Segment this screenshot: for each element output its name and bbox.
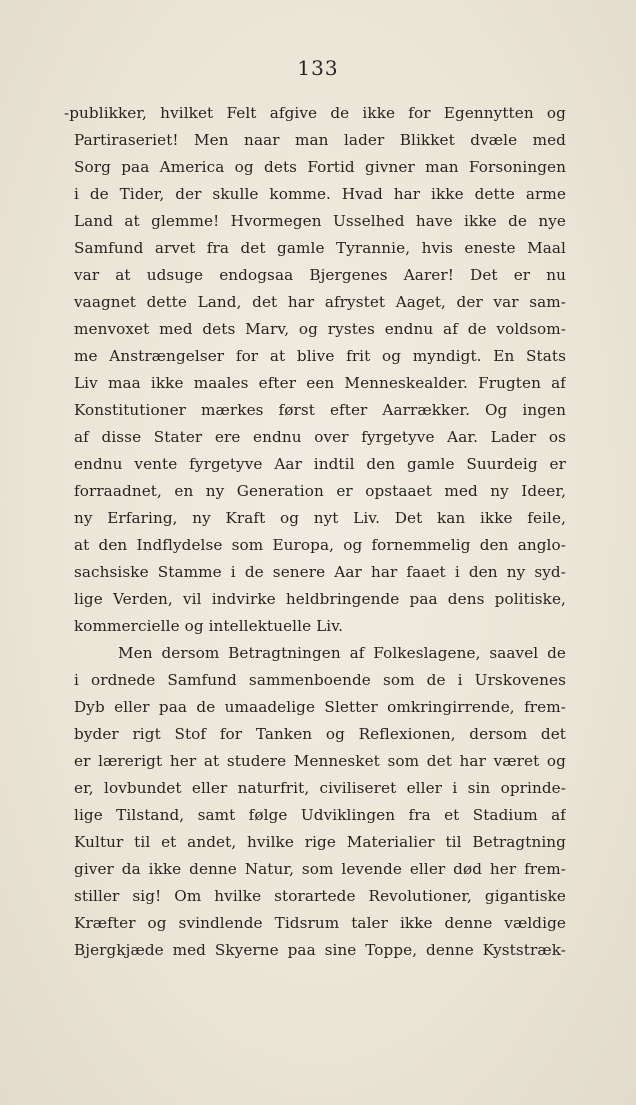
text-line: ny Erfaring, ny Kraft og nyt Liv. Det kan ikke feile, <box>74 509 566 527</box>
text-line: Partiraseriet! Men naar man lader Blikket dvæle med <box>74 131 566 149</box>
text-line: byder rigt Stof for Tanken og Reflexionen, dersom det <box>74 725 566 743</box>
text-line: Konstitutioner mærkes først efter Aarrækker. Og ingen <box>74 401 566 419</box>
text-line: Bjergkjæde med Skyerne paa sine Toppe, denne Kyststræk- <box>74 941 566 959</box>
text-line: Kræfter og svindlende Tidsrum taler ikke denne vældige <box>74 914 566 932</box>
text-line: Dyb eller paa de umaadelige Sletter omkringirrende, frem- <box>74 698 566 716</box>
text-line: var at udsuge endogsaa Bjergenes Aarer! Det er nu <box>74 266 566 284</box>
text-line: lige Tilstand, samt følge Udviklingen fra et Stadium af <box>74 806 566 824</box>
text-line: af disse Stater ere endnu over fyrgetyve Aar. Lader os <box>74 428 566 446</box>
text-line: Kultur til et andet, hvilke rige Materialier til Betragtning <box>74 833 566 851</box>
page-number: 133 <box>297 56 339 80</box>
text-line: endnu vente fyrgetyve Aar indtil den gamle Suurdeig er <box>74 455 566 473</box>
text-line: Sorg paa America og dets Fortid givner man Forsoningen <box>74 158 566 176</box>
text-line: forraadnet, en ny Generation er opstaaet med ny Ideer, <box>74 482 566 500</box>
text-line: er lærerigt her at studere Mennesket som det har været og <box>74 752 566 770</box>
text-line: Land at glemme! Hvormegen Usselhed have ikke de nye <box>74 212 566 230</box>
text-line: i de Tider, der skulle komme. Hvad har ikke dette arme <box>74 185 566 203</box>
text-line: vaagnet dette Land, det har afrystet Aaget, der var sam- <box>74 293 566 311</box>
text-line: giver da ikke denne Natur, som levende eller død her frem- <box>74 860 566 878</box>
text-line: Men dersom Betragtningen af Folkeslagene, saavel de <box>118 644 566 662</box>
text-line: Samfund arvet fra det gamle Tyrannie, hvis eneste Maal <box>74 239 566 257</box>
text-line: menvoxet med dets Marv, og rystes endnu af de voldsom- <box>74 320 566 338</box>
text-line: lige Verden, vil indvirke heldbringende paa dens politiske, <box>74 590 566 608</box>
text-line: i ordnede Samfund sammenboende som de i Urskovenes <box>74 671 566 689</box>
text-line: stiller sig! Om hvilke storartede Revolutioner, gigantiske <box>74 887 566 905</box>
body-text <box>64 100 566 964</box>
text-line: me Anstrængelser for at blive frit og myndigt. En Stats <box>74 347 566 365</box>
text-line: kommercielle og intellektuelle Liv. <box>74 617 344 635</box>
text-line: -publikker, hvilket Felt afgive de ikke for Egennytten og <box>64 104 566 122</box>
text-line: sachsiske Stamme i de senere Aar har faaet i den ny syd- <box>74 563 566 581</box>
text-line: at den Indflydelse som Europa, og fornemmelig den anglo- <box>74 536 566 554</box>
text-line: er, lovbundet eller naturfrit, civiliseret eller i sin oprinde- <box>74 779 566 797</box>
text-line: Liv maa ikke maales efter een Menneskealder. Frugten af <box>74 374 566 392</box>
